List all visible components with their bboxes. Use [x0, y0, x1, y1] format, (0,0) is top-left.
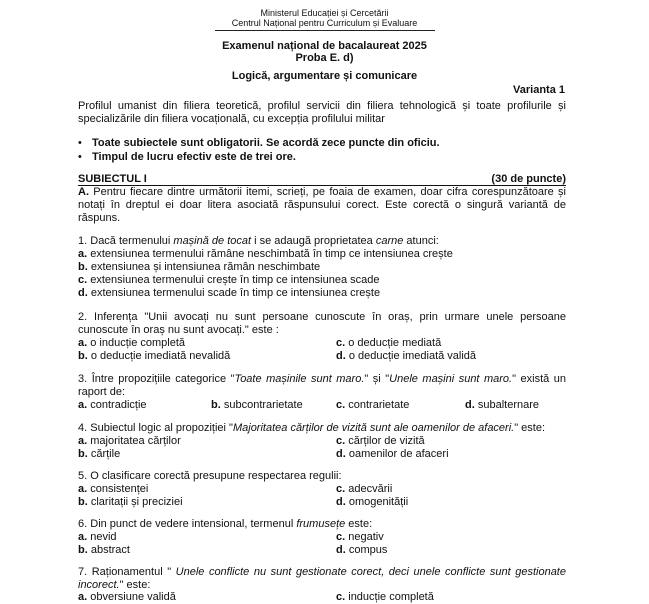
center-name: Centrul Național pentru Curriculum și Evaluare [231, 18, 418, 28]
option-6d: d. compus [336, 544, 388, 556]
option-2b: b. o deducție imediată nevalidă [78, 350, 231, 362]
option-1a: a. extensiunea termenului rămâne neschimbată în timp ce intensiunea crește [78, 248, 453, 260]
option-5a: a. consistenței [78, 483, 149, 495]
instructions-line-2: notați în dreptul ei doar litera asociată răspunsului corect. Este corectă o singură variantă de [78, 199, 566, 211]
option-3b: b. subcontrarietate [211, 399, 303, 411]
question-3-line-1: 3. Între propozițiile categorice "Toate mașinile sunt maro." și "Unele mașini sunt maro." există un [78, 373, 567, 385]
subject-name: Logică, argumentare și comunicare [231, 70, 418, 82]
option-6b: b. abstract [78, 544, 130, 556]
profile-line-2: specializările din filiera vocațională, cu excepția profilului militar [78, 113, 385, 125]
option-3c: c. contrarietate [336, 399, 410, 411]
option-1d: d. extensiunea termenului scade în timp ce intensiunea crește [78, 287, 381, 299]
option-5d: d. omogenității [336, 496, 409, 508]
question-2-line-2: cunoscute în oraș nu sunt avocați." este : [78, 324, 279, 336]
option-3a: a. contradicție [78, 399, 147, 411]
option-7c: c. inducție completă [336, 591, 434, 603]
question-2-line-1: 2. Inferența "Unii avocați nu sunt persoane cunoscute în oraș, prin urmare unele persoane [78, 311, 566, 323]
option-1c: c. extensiunea termenului crește în timp ce intensiunea scade [78, 274, 380, 286]
question-3-line-2: raport de: [78, 386, 126, 398]
rule-item: • Toate subiectele sunt obligatorii. Se acordă zece puncte din oficiu. [78, 137, 440, 149]
instructions-line-1: A. Pentru fiecare dintre următorii itemi, scrieți, pe foaia de examen, doar cifra corespunzătoare și [78, 186, 567, 198]
section-title: SUBIECTUL I [78, 173, 147, 185]
instructions-line-3: răspuns. [78, 212, 121, 224]
bullet-icon: • [78, 137, 82, 149]
exam-test: Proba E. d) [295, 52, 354, 64]
ministry-name: Ministerul Educației și Cercetării [260, 8, 389, 18]
option-5c: c. adecvării [336, 483, 393, 495]
variant-label: Varianta 1 [513, 84, 565, 96]
option-2c: c. o deducție mediată [336, 337, 442, 349]
section-points: (30 de puncte) [491, 173, 566, 185]
bullet-icon: • [78, 151, 82, 163]
option-2a: a. o inducție completă [78, 337, 186, 349]
option-7a: a. obversiune validă [78, 591, 176, 603]
question-6: 6. Din punct de vedere intensional, termenul frumusețe este: [78, 518, 373, 530]
profile-line-1: Profilul umanist din filiera teoretică, profilul servicii din filiera tehnologică și toate profilurile și [78, 100, 566, 112]
option-5b: b. claritații și preciziei [78, 496, 183, 508]
question-4: 4. Subiectul logic al propoziției "Majoritatea cărților de vizită sunt ale oamenilor de afaceri." este: [78, 422, 546, 434]
option-2d: d. o deducție imediată validă [336, 350, 477, 362]
option-1b: b. extensiunea și intensiunea rămân neschimbate [78, 261, 321, 273]
option-4a: a. majoritatea cărților [78, 435, 181, 447]
option-4c: c. cărților de vizită [336, 435, 425, 447]
option-6a: a. nevid [78, 531, 117, 543]
header-divider [215, 30, 435, 31]
question-7-line-2: incorect." este: [78, 579, 151, 591]
option-3d: d. subalternare [465, 399, 539, 411]
question-5: 5. O clasificare corectă presupune respectarea regulii: [78, 470, 342, 482]
option-6c: c. negativ [336, 531, 384, 543]
section-header [78, 173, 566, 186]
question-1: 1. Dacă termenului mașină de tocat i se adaugă proprietatea carne atunci: [78, 235, 439, 247]
rule-item: • Timpul de lucru efectiv este de trei ore. [78, 151, 296, 163]
exam-title: Examenul național de bacalaureat 2025 [222, 40, 427, 52]
option-4d: d. oamenilor de afaceri [336, 448, 449, 460]
question-7-line-1: 7. Raționamentul " Unele conflicte nu sunt gestionate corect, deci unele conflicte sunt gestionate [78, 566, 566, 578]
option-4b: b. cărțile [78, 448, 121, 460]
